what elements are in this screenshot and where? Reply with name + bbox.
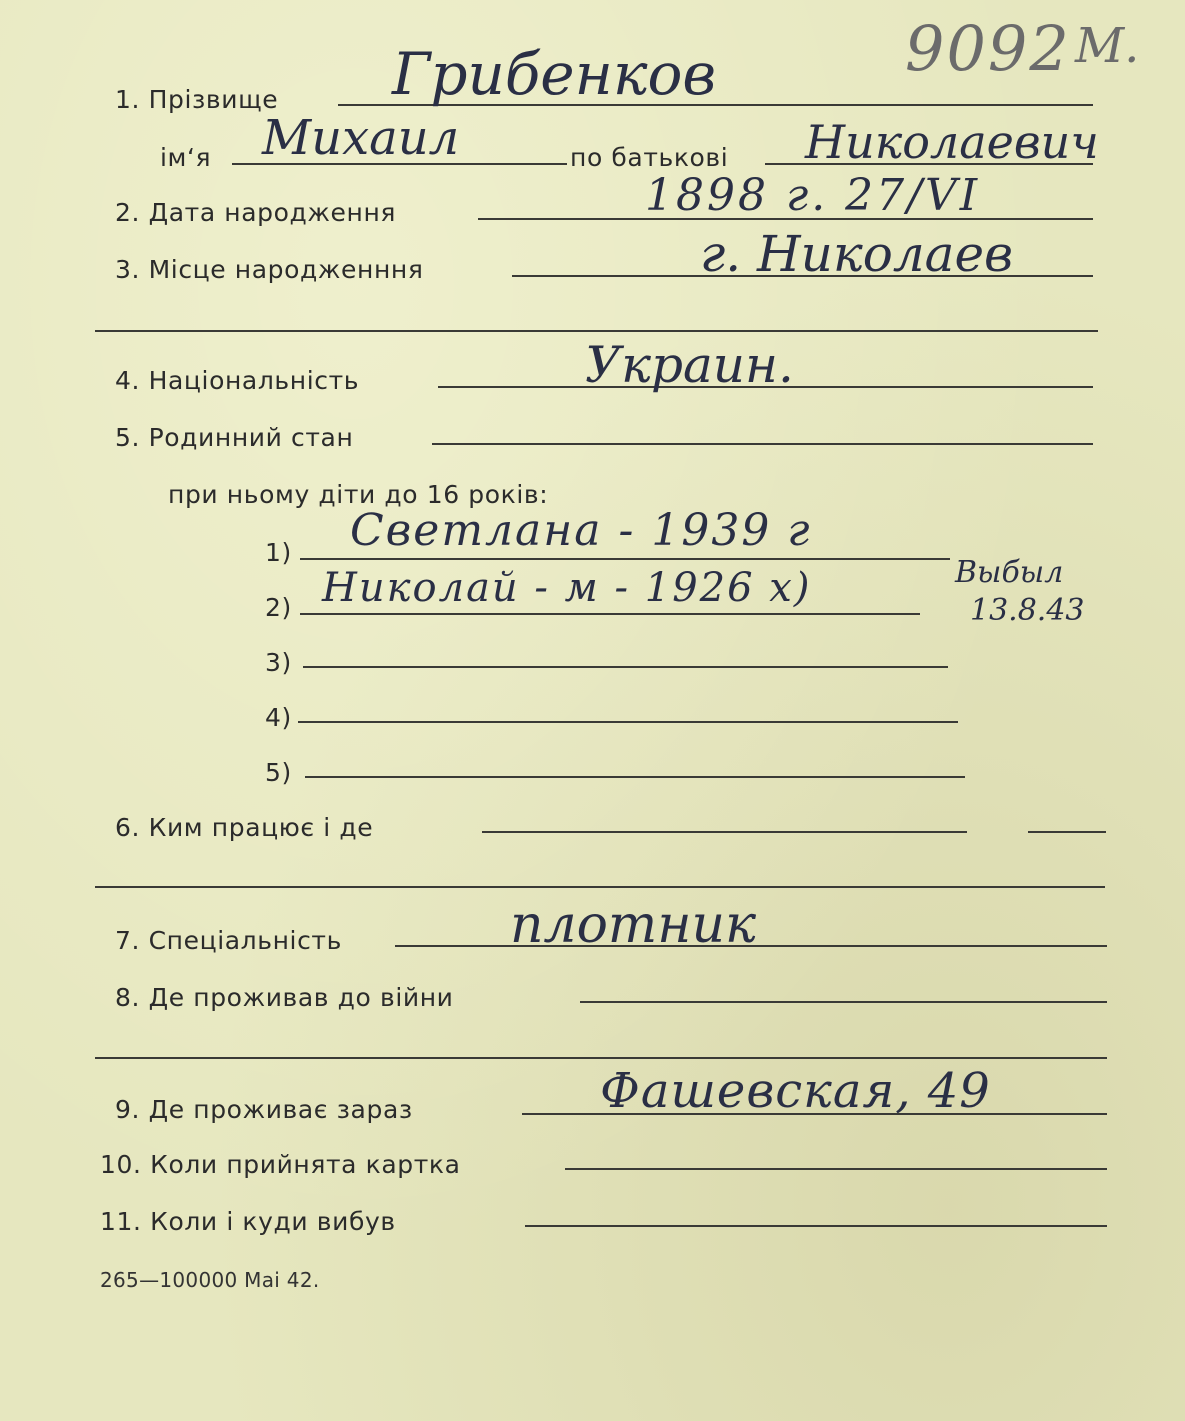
child-3-line — [303, 666, 948, 668]
occupation-label: 6. Ким працює і де — [115, 813, 374, 842]
surname-label: 1. Прізвище — [115, 85, 279, 114]
child-2-line — [300, 613, 920, 615]
child-1-value: Светлана - 1939 г — [350, 505, 812, 556]
children-header: при ньому діти до 16 років: — [168, 480, 549, 509]
prewar-residence-line-2 — [95, 1057, 1107, 1059]
child-1-line — [300, 558, 950, 560]
occupation-line — [482, 831, 967, 833]
patronymic-label: по батькові — [570, 143, 729, 172]
birth-date-label: 2. Дата народження — [115, 198, 397, 227]
child-2-value: Николай - м - 1926 х) — [322, 565, 812, 611]
name-label: ім‘я — [160, 143, 212, 172]
side-note-line2: 13.8.43 — [970, 593, 1085, 628]
birth-place-label: 3. Місце народженння — [115, 255, 424, 284]
occupation-line-2 — [95, 886, 1105, 888]
child-4-line — [298, 721, 958, 723]
current-residence-label: 9. Де проживає зараз — [115, 1095, 413, 1124]
specialty-value: плотник — [510, 895, 757, 955]
family-status-label: 5. Родинний стан — [115, 423, 354, 452]
nationality-label: 4. Національність — [115, 366, 360, 395]
card-accepted-line — [565, 1168, 1107, 1170]
child-3-label: 3) — [265, 648, 292, 677]
name-value: Михаил — [262, 110, 460, 166]
child-4-label: 4) — [265, 703, 292, 732]
nationality-value: Украин. — [585, 336, 794, 394]
departed-line — [525, 1225, 1107, 1227]
prewar-residence-line — [580, 1001, 1107, 1003]
child-1-label: 1) — [265, 538, 292, 567]
birth-date-value: 1898 г. 27/VI — [645, 170, 981, 221]
print-footer: 265—100000 Mai 42. — [100, 1268, 320, 1292]
child-5-line — [305, 776, 965, 778]
current-residence-value: Фашевская, 49 — [600, 1063, 991, 1119]
patronymic-value: Николаевич — [805, 115, 1099, 169]
specialty-label: 7. Спеціальність — [115, 926, 342, 955]
surname-value: Грибенков — [392, 40, 717, 108]
departed-label: 11. Коли і куди вибув — [100, 1207, 396, 1236]
child-2-label: 2) — [265, 593, 292, 622]
prewar-residence-label: 8. Де проживав до війни — [115, 983, 454, 1012]
side-note-line1: Выбыл — [955, 555, 1064, 590]
birth-place-line-2 — [95, 330, 1098, 332]
birth-place-value: г. Николаев — [700, 225, 1014, 283]
occupation-line-b — [1028, 831, 1106, 833]
card-number: 9092 — [905, 12, 1071, 85]
card-accepted-label: 10. Коли прийнята картка — [100, 1150, 461, 1179]
family-status-line — [432, 443, 1093, 445]
card-letter: М. — [1075, 18, 1140, 74]
child-5-label: 5) — [265, 758, 292, 787]
